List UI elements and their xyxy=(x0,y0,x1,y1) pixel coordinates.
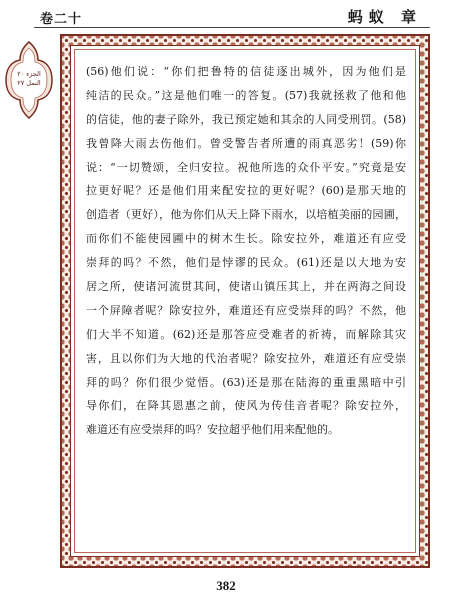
medallion-line-2: النمل ٢٧ xyxy=(17,79,41,87)
text-line: 我曾降大雨去伤他们。曾受警告者所遭的雨真恶劣！(59)你 xyxy=(86,136,406,150)
text-line: 而你们不能使园圃中的树木生长。除安拉外，难道还有应受 xyxy=(86,232,406,246)
text-line: 居之所，使诸河流贯其间，使诸山镇压其上，并在两海之间设 xyxy=(86,280,406,294)
text-line: 说：“一切赞颂，全归安拉。祝他所选的众仆平安。”究竟是安 xyxy=(86,160,406,174)
medallion-text xyxy=(14,70,44,88)
surah-title: 蚂蚁 章 xyxy=(347,8,422,26)
text-line: 拉更好呢？还是他们用来配安拉的更好呢？(60)是那天地的 xyxy=(86,184,406,198)
text-line: 纯洁的民众。”这是他们唯一的答复。(57)我就拯救了他和他 xyxy=(86,88,406,102)
chapter-label: 卷二十 xyxy=(40,12,83,27)
text-line: 拜的吗？你们很少觉悟。(63)还是那在陆海的重重黑暗中引 xyxy=(86,375,406,389)
medallion-line-1: الجزء ٢٠ xyxy=(17,70,41,78)
body-text xyxy=(86,60,406,442)
text-line: 的信徒，他的妻子除外，我已预定她和其余的人同受刑罚。(58) xyxy=(86,112,406,126)
text-line: 害，且以你们为大地的代治者呢？除安拉外，难道还有应受崇 xyxy=(86,351,406,365)
page-number: 382 xyxy=(216,578,236,593)
text-line: 难道还有应受崇拜的吗？安拉超乎他们用来配他的。 xyxy=(86,423,339,437)
text-line: (56)他们说：“你们把鲁特的信徒逐出城外，因为他们是 xyxy=(86,65,406,78)
text-line: 崇拜的吗？不然，他们是悖谬的民众。(61)还是以大地为安 xyxy=(86,256,406,270)
text-line: 导你们，在降其恩惠之前，使风为传佳音者呢？除安拉外， xyxy=(86,399,406,413)
header-rule xyxy=(34,27,430,28)
text-line: 创造者（更好），他为你们从天上降下雨水，以培植美丽的园圃， xyxy=(86,208,406,222)
text-line: 们大半不知道。(62)还是那答应受难者的祈祷，而解除其灾 xyxy=(86,327,406,341)
text-line: 一个屏障者呢？除安拉外，难道还有应受崇拜的吗？不然，他 xyxy=(86,303,406,317)
